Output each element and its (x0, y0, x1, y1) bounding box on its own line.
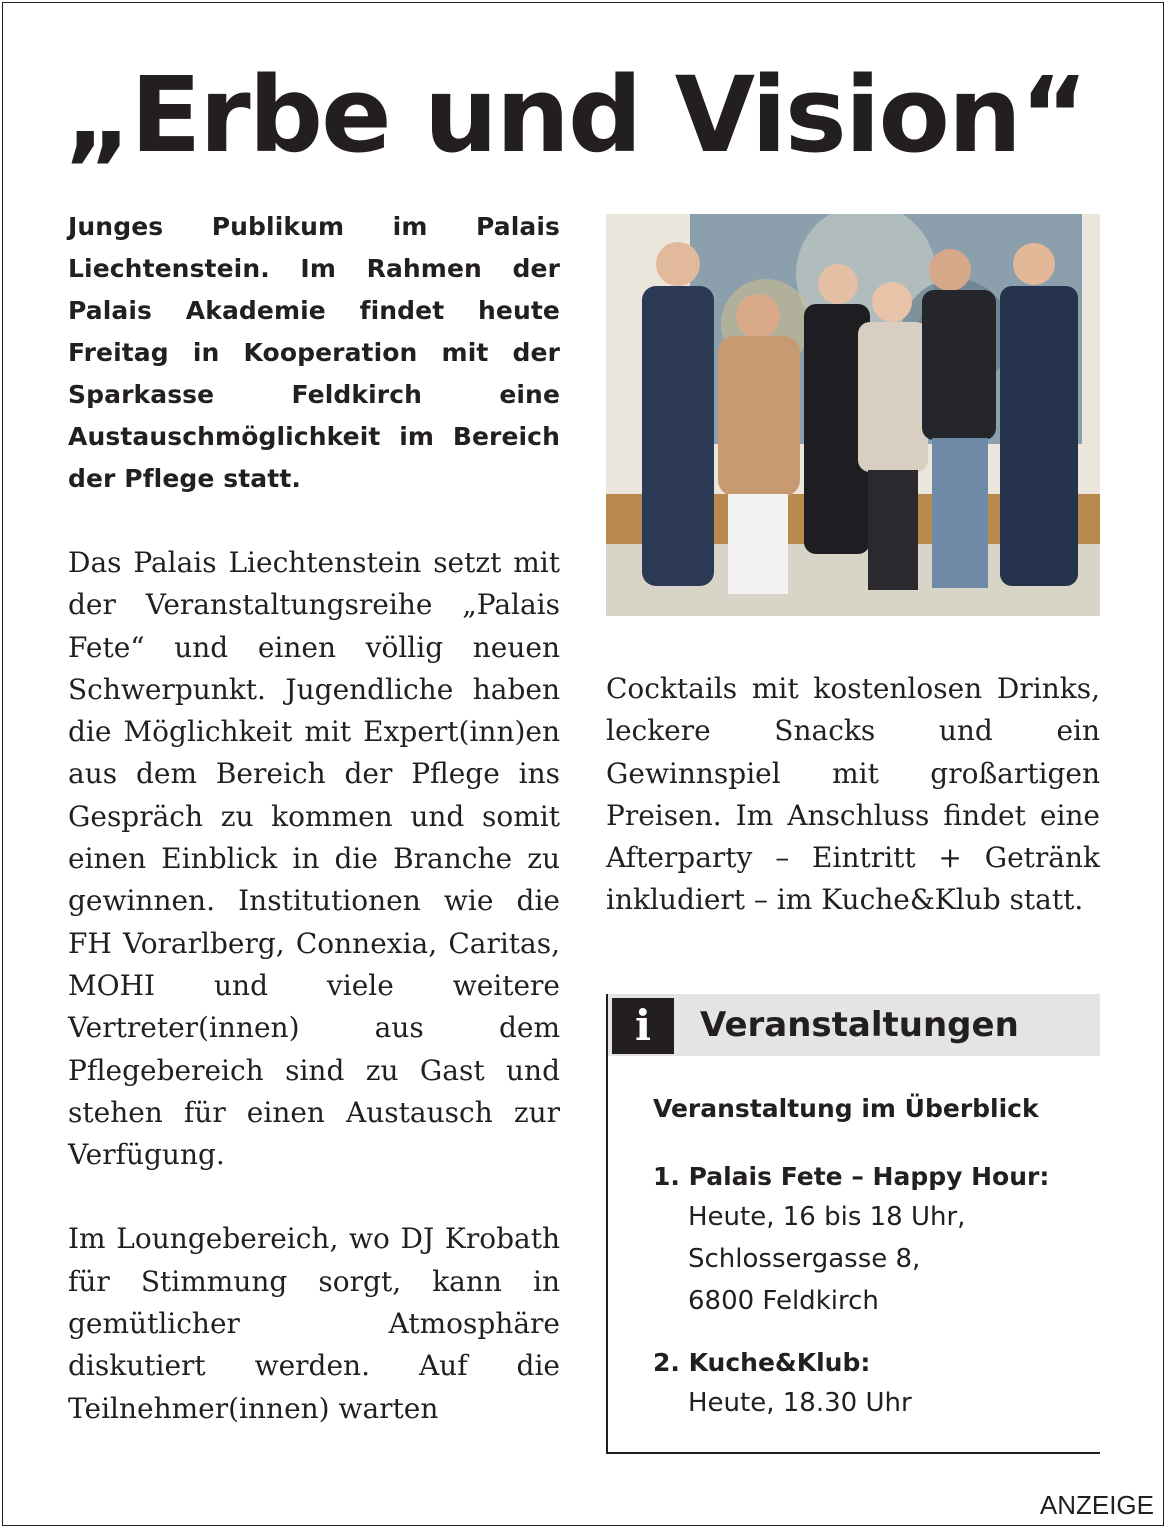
event-infobox (606, 994, 1100, 1454)
headline: „Erbe und Vision“ (64, 54, 1087, 176)
infobox-title: Veranstaltungen (700, 1005, 1019, 1045)
body-paragraph-3: Cocktails mit kostenlosen Drinks, leckere Snacks und ein Gewinnspiel mit großartigen Preisen. Im Anschluss findet eine Afterparty – Eintritt + Getränk inkludiert – im Kuche&Klub statt. (606, 672, 1100, 917)
event-item-line: Schlossergasse 8, (688, 1244, 921, 1274)
infobox-header (606, 994, 1100, 1056)
body-paragraph-1: Das Palais Liechtenstein setzt mit der Veranstaltungsreihe „Palais Fete“ und einen völlig neuen Schwerpunkt. Jugendliche haben die Möglichkeit mit Expert(inn)en aus dem Bereich der Pflege ins Gespräch zu kommen und somit einen Einblick in die Branche zu gewinnen. Institutionen wie die FH Vorarlberg, Connexia, Caritas, MOHI und viele weitere Vertreter(innen) aus dem Pflegebereich sind zu Gast und stehen für einen Austausch zur Verfügung. (68, 546, 560, 1172)
group-photo-illustration (606, 214, 1100, 616)
infobox-body (606, 1056, 1100, 1454)
left-column (68, 206, 560, 1430)
infobox-subtitle: Veranstaltung im Überblick (653, 1094, 1039, 1123)
body-paragraph-2: Im Loungebereich, wo DJ Krobath für Stimmung sorgt, kann in gemütlicher Atmosphäre diskutiert werden. Auf die Teilnehmer(innen) warten (68, 1222, 560, 1425)
event-item-line: Heute, 16 bis 18 Uhr, (688, 1202, 966, 1232)
right-column (606, 668, 1100, 922)
event-item-title: 1. Palais Fete – Happy Hour: (653, 1162, 1050, 1191)
event-item-line: 6800 Feldkirch (688, 1286, 879, 1316)
event-item-line: Heute, 18.30 Uhr (688, 1388, 912, 1418)
group-photo (606, 214, 1100, 616)
info-icon: i (612, 998, 674, 1054)
event-item-title: 2. Kuche&Klub: (653, 1348, 871, 1377)
lead-paragraph: Junges Publikum im Palais Liechtenstein. Im Rahmen der Palais Akademie findet heute Freitag in Kooperation mit der Sparkasse Feldkirch eine Austauschmöglichkeit im Bereich der Pflege statt. (68, 212, 560, 493)
advertisement-label: ANZEIGE (1039, 1490, 1154, 1520)
